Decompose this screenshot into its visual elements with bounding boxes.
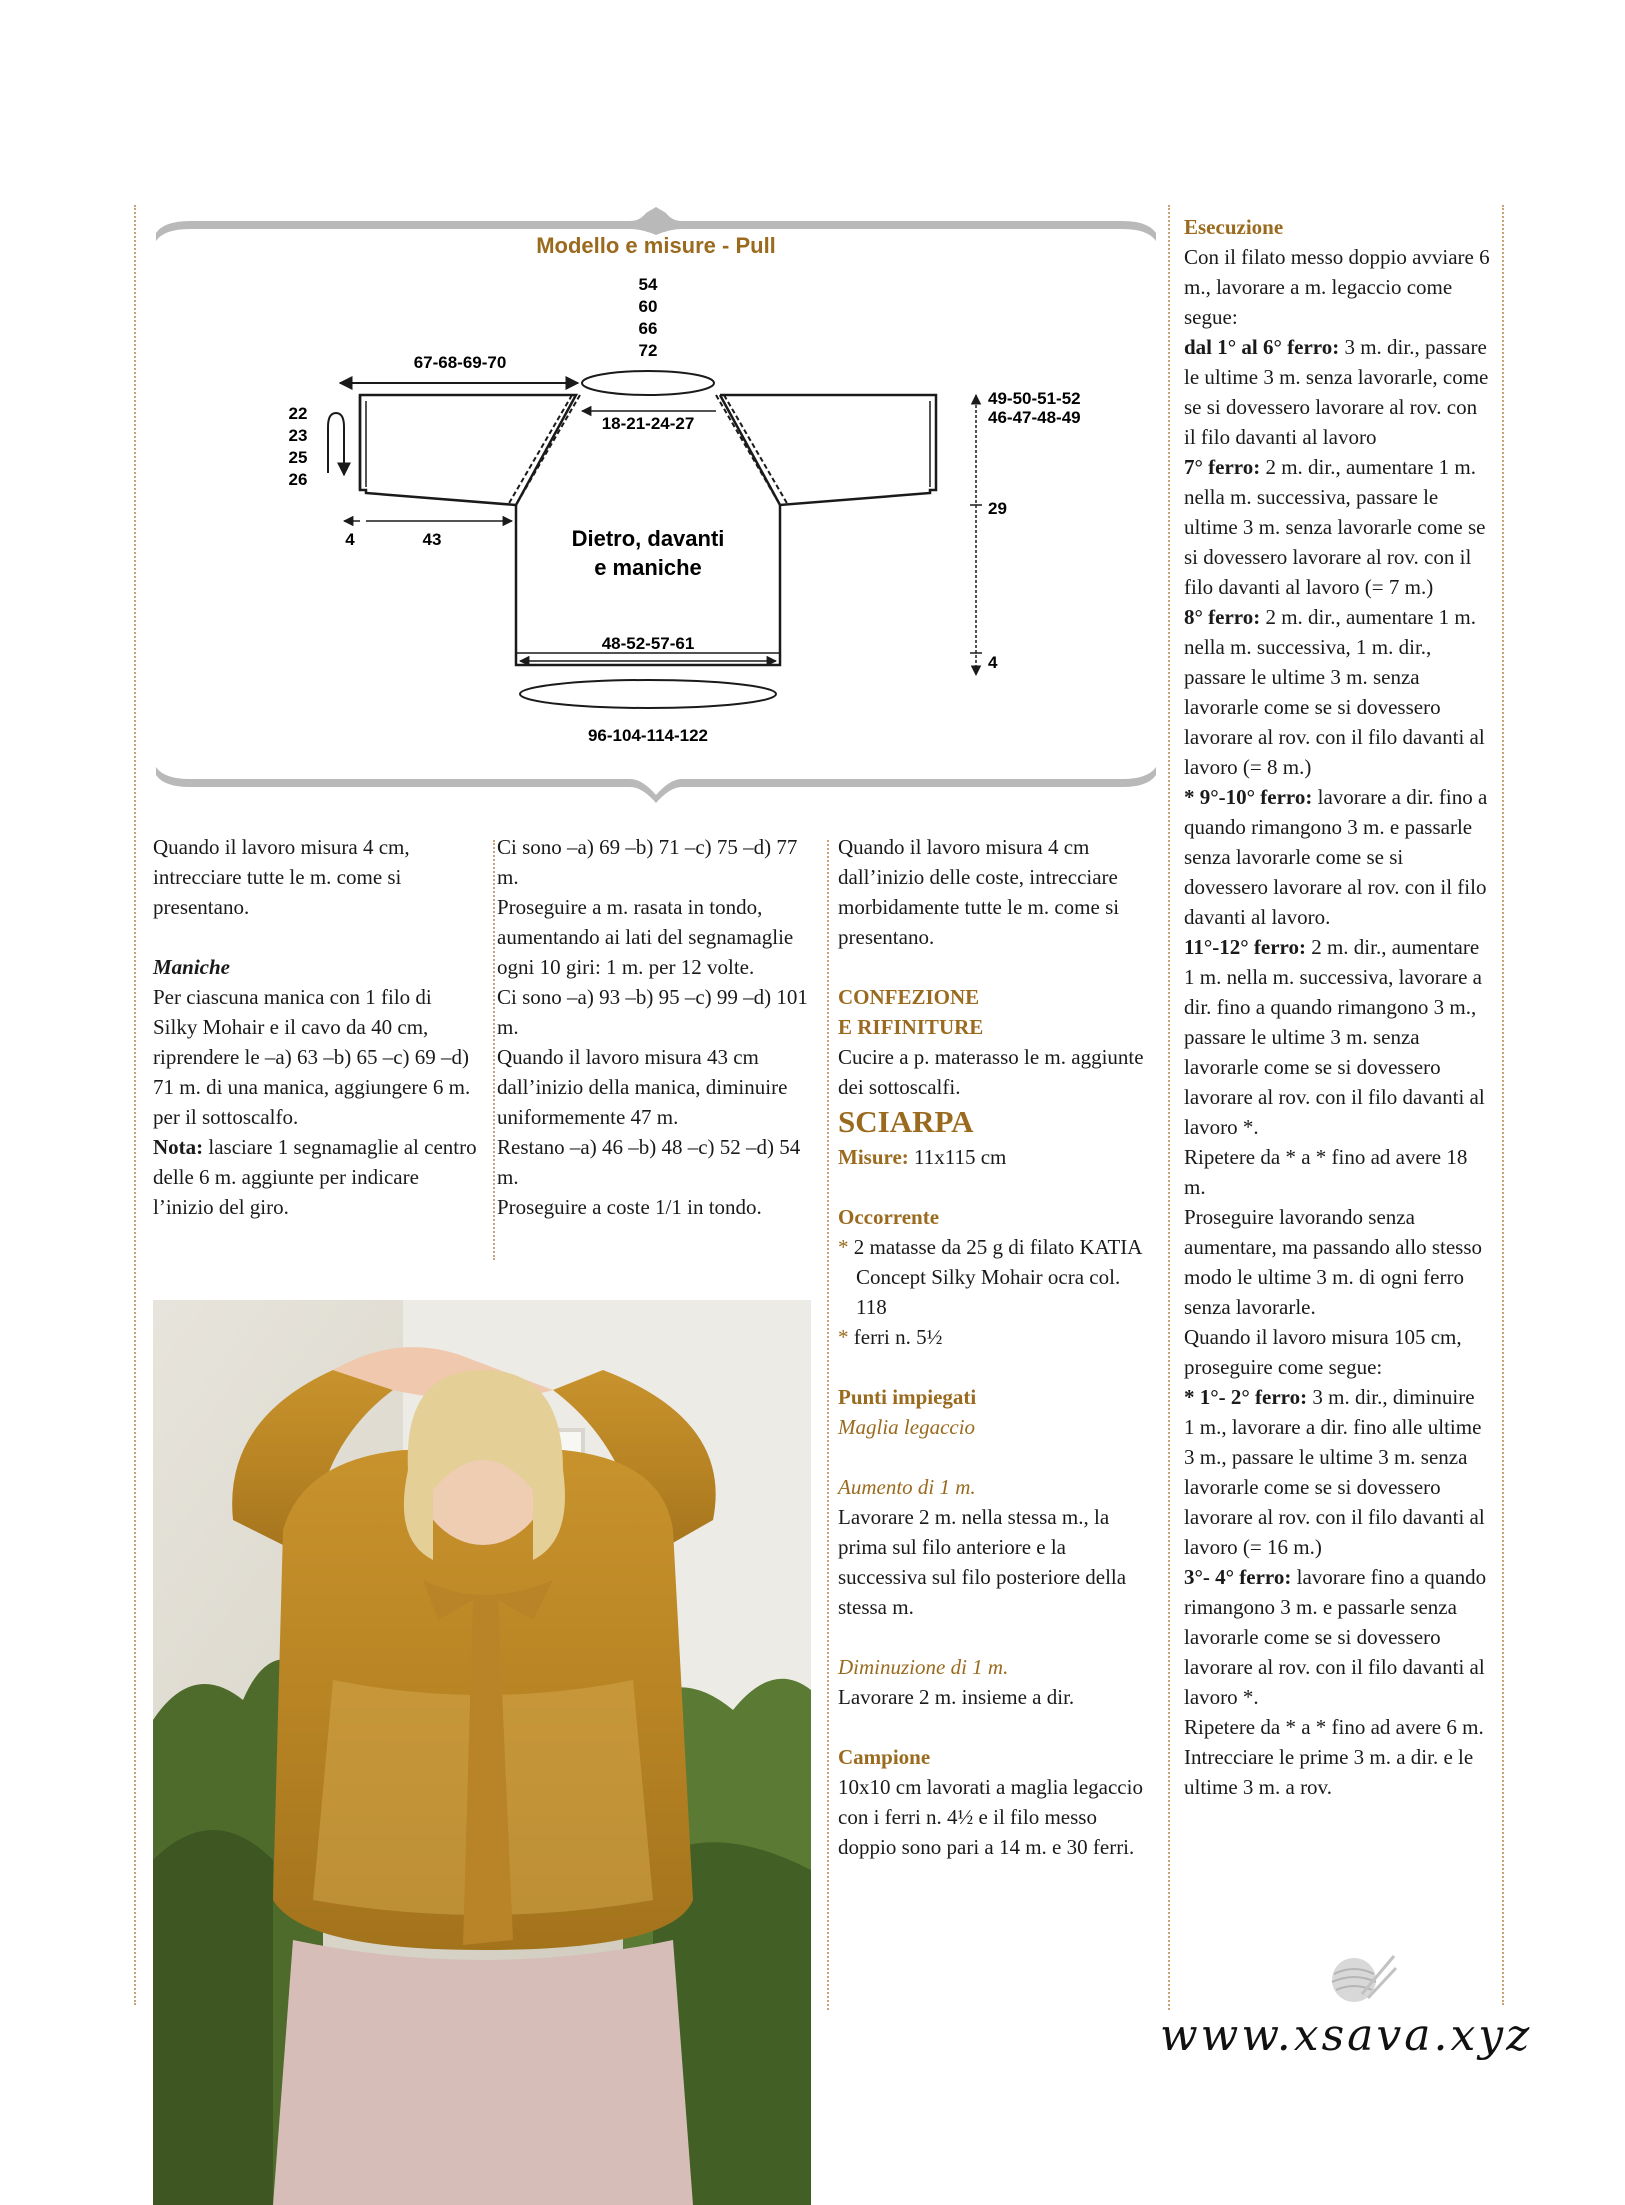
neck-size-d: 72	[638, 341, 658, 360]
col1-paragraph-2: Per ciascuna manica con 1 filo di Silky Mohair e il cavo da 40 cm, riprendere le –a) 63 –b) 65 –c) 69 –d) 71 m. di una manica, aggiungere 6 m. per il sottoscalfo.	[153, 985, 471, 1129]
body-width-label: 48-52-57-61	[601, 634, 695, 653]
col4-paragraph-5: Ripetere da * a * fino ad avere 6 m.	[1184, 1715, 1484, 1739]
esecuzione-heading: Esecuzione	[1184, 215, 1284, 239]
cuff-size-c: 25	[288, 448, 308, 467]
col1-paragraph-1: Quando il lavoro misura 4 cm, intrecciare tutte le m. come si presentano.	[153, 835, 410, 919]
star-bullet: *	[838, 1235, 849, 1259]
dec-row-1-2: * 1°- 2° ferro: 3 m. dir., diminuire 1 m., lavorare a dir. fino alle ultime 3 m., passare le ultime 3 m. senza lavorarle come se si dovessero lavorare al rov. con il filo davanti al lavoro (= 16 m.)	[1184, 1385, 1485, 1559]
col3-paragraph-1: Quando il lavoro misura 4 cm dall’inizio delle coste, intrecciare morbidamente tutte le m. come si presentano.	[838, 835, 1120, 949]
row-7: 7° ferro: 2 m. dir., aumentare 1 m. nella m. successiva, passare le ultime 3 m. senza lavorarle come se si dovessero lavorare al rov. con il filo davanti al lavoro (= 7 m.)	[1184, 455, 1486, 599]
cuff-loop	[328, 413, 344, 475]
col4-paragraph-3: Proseguire lavorando senza aumentare, ma passando allo stesso modo le ultime 3 m. di ogni ferro senza lavorarle.	[1184, 1205, 1482, 1319]
right-mid-label: 29	[988, 499, 1007, 518]
model-photo	[153, 1300, 811, 2205]
neck-size-c: 66	[638, 319, 658, 338]
column-1	[153, 832, 481, 1222]
sleeve-part-label: 43	[422, 530, 442, 549]
col2-paragraph-3: Ci sono –a) 93 –b) 95 –c) 99 –d) 101 m.	[497, 985, 808, 1039]
col4-paragraph-1: Con il filato messo doppio avviare 6 m., lavorare a m. legaccio come segue:	[1184, 245, 1490, 329]
neck-opening	[582, 371, 714, 395]
raglan-right	[716, 395, 780, 505]
yarn-ball-icon	[1318, 1950, 1398, 2006]
pullover-schematic	[150, 205, 1162, 805]
cuff-size-d: 26	[288, 470, 308, 489]
occorrente-heading: Occorrente	[838, 1205, 940, 1229]
col2-paragraph-4: Quando il lavoro misura 43 cm dall’inizio della manica, diminuire uniformemente 47 m.	[497, 1045, 788, 1129]
dec-row-3-4: 3°- 4° ferro: lavorare fino a quando rimangono 3 m. e passarle senza lavorarle come se si dovessero lavorare al rov. con il filo davanti al lavoro *.	[1184, 1565, 1487, 1709]
col4-paragraph-6: Intrecciare le prime 3 m. a dir. e le ultime 3 m. a rov.	[1184, 1745, 1474, 1799]
diagram-title: Modello e misure - Pull	[536, 233, 776, 258]
occorrente-item-1: * 2 matasse da 25 g di filato KATIA Concept Silky Mohair ocra col. 118	[838, 1235, 1142, 1319]
sleeve-length-label: 67-68-69-70	[413, 353, 507, 372]
column-rule-mid-2	[827, 840, 829, 2010]
campione-text: 10x10 cm lavorati a maglia legaccio con i ferri n. 4½ e il filo messo doppio sono pari a 14 m. e 30 ferri.	[838, 1775, 1143, 1859]
column-2	[497, 832, 812, 1222]
row-8: 8° ferro: 2 m. dir., aumentare 1 m. nella m. successiva, 1 m. dir., passare le ultime 3 m. senza lavorarle come se si dovessero lavorare al rov. con il filo davanti al lavoro (= 8 m.)	[1184, 605, 1485, 779]
misure-label: Misure:	[838, 1145, 909, 1169]
aumento-text: Lavorare 2 m. nella stessa m., la prima sul filo anteriore e la successiva sul filo posteriore della stessa m.	[838, 1505, 1127, 1619]
hem-opening	[520, 680, 776, 708]
row-9-10: * 9°-10° ferro: lavorare a dir. fino a quando rimangono 3 m. e passarle senza lavorarle come se si dovessero lavorare al rov. con il filo davanti al lavoro.	[1184, 785, 1488, 929]
sciarpa-heading: SCIARPA	[838, 1104, 974, 1139]
column-4	[1184, 212, 1490, 1802]
row-11-12: 11°-12° ferro: 2 m. dir., aumentare 1 m. nella m. successiva, lavorare a dir. fino a quando rimangono 3 m., passare le ultime 3 m. senza lavorarle come se si dovessero lavorare al rov. con il filo davanti al lavoro *.	[1184, 935, 1485, 1139]
cuff-size-a: 22	[288, 404, 308, 423]
punti-subheading: Maglia legaccio	[838, 1415, 976, 1439]
diagram-bottom-banner	[156, 767, 1156, 803]
nota-label: Nota:	[153, 1135, 204, 1159]
column-rule-mid-1	[493, 840, 495, 1260]
column-rule-left	[134, 205, 136, 2005]
col4-paragraph-2: Ripetere da * a * fino ad avere 18 m.	[1184, 1145, 1468, 1199]
neck-size-b: 60	[638, 297, 658, 316]
right-top-label-1: 49-50-51-52	[988, 389, 1081, 408]
col3-paragraph-2: Cucire a p. materasso le m. aggiunte dei sottoscalfi.	[838, 1045, 1144, 1099]
cuff-size-b: 23	[288, 426, 308, 445]
diminuzione-heading: Diminuzione di 1 m.	[838, 1655, 1009, 1679]
star-bullet: *	[838, 1325, 849, 1349]
right-low-label: 4	[988, 653, 998, 672]
raglan-left	[516, 395, 580, 505]
occorrente-item-2: * ferri n. 5½	[838, 1325, 943, 1349]
cuff-depth-label: 4	[345, 530, 355, 549]
misure-line	[838, 1142, 1156, 1172]
column-3	[838, 832, 1156, 1862]
column-rule-mid-3	[1168, 205, 1170, 2010]
row-1-6: dal 1° al 6° ferro: 3 m. dir., passare le ultime 3 m. senza lavorarle, come se si dovessero lavorare al rov. con il filo davanti al lavoro	[1184, 335, 1489, 449]
col4-paragraph-4: Quando il lavoro misura 105 cm, proseguire come segue:	[1184, 1325, 1462, 1379]
confezione-heading-2: E RIFINITURE	[838, 1015, 984, 1039]
col2-paragraph-2: Proseguire a m. rasata in tondo, aumentando ai lati del segnamaglie ogni 10 giri: 1 m. per 12 volte.	[497, 895, 794, 979]
body-label-2: e maniche	[594, 555, 702, 580]
hem-circumference-label: 96-104-114-122	[587, 726, 709, 745]
col2-paragraph-1: Ci sono –a) 69 –b) 71 –c) 75 –d) 77 m.	[497, 835, 798, 889]
misure-value: 11x115 cm	[908, 1145, 1007, 1169]
col1-nota	[153, 1132, 481, 1222]
col2-paragraph-6: Proseguire a coste 1/1 in tondo.	[497, 1195, 762, 1219]
punti-heading: Punti impiegati	[838, 1385, 977, 1409]
watermark: www.xsava.xyz	[1160, 2010, 1533, 2061]
neck-size-a: 54	[638, 275, 658, 294]
garment-outline	[360, 395, 576, 505]
raglan-depth-label: 18-21-24-27	[601, 414, 695, 433]
col2-paragraph-5: Restano –a) 46 –b) 48 –c) 52 –d) 54 m.	[497, 1135, 801, 1189]
diminuzione-text: Lavorare 2 m. insieme a dir.	[838, 1685, 1075, 1709]
right-top-label-2: 46-47-48-49	[988, 408, 1081, 427]
maniche-heading: Maniche	[153, 955, 231, 979]
body-label-1: Dietro, davanti	[571, 526, 725, 551]
column-rule-right	[1502, 205, 1504, 2005]
confezione-heading-1: CONFEZIONE	[838, 985, 980, 1009]
campione-heading: Campione	[838, 1745, 931, 1769]
aumento-heading: Aumento di 1 m.	[838, 1475, 976, 1499]
nota-text: lasciare 1 segnamaglie al centro delle 6 m. aggiunte per indicare l’inizio del giro.	[153, 1135, 477, 1219]
